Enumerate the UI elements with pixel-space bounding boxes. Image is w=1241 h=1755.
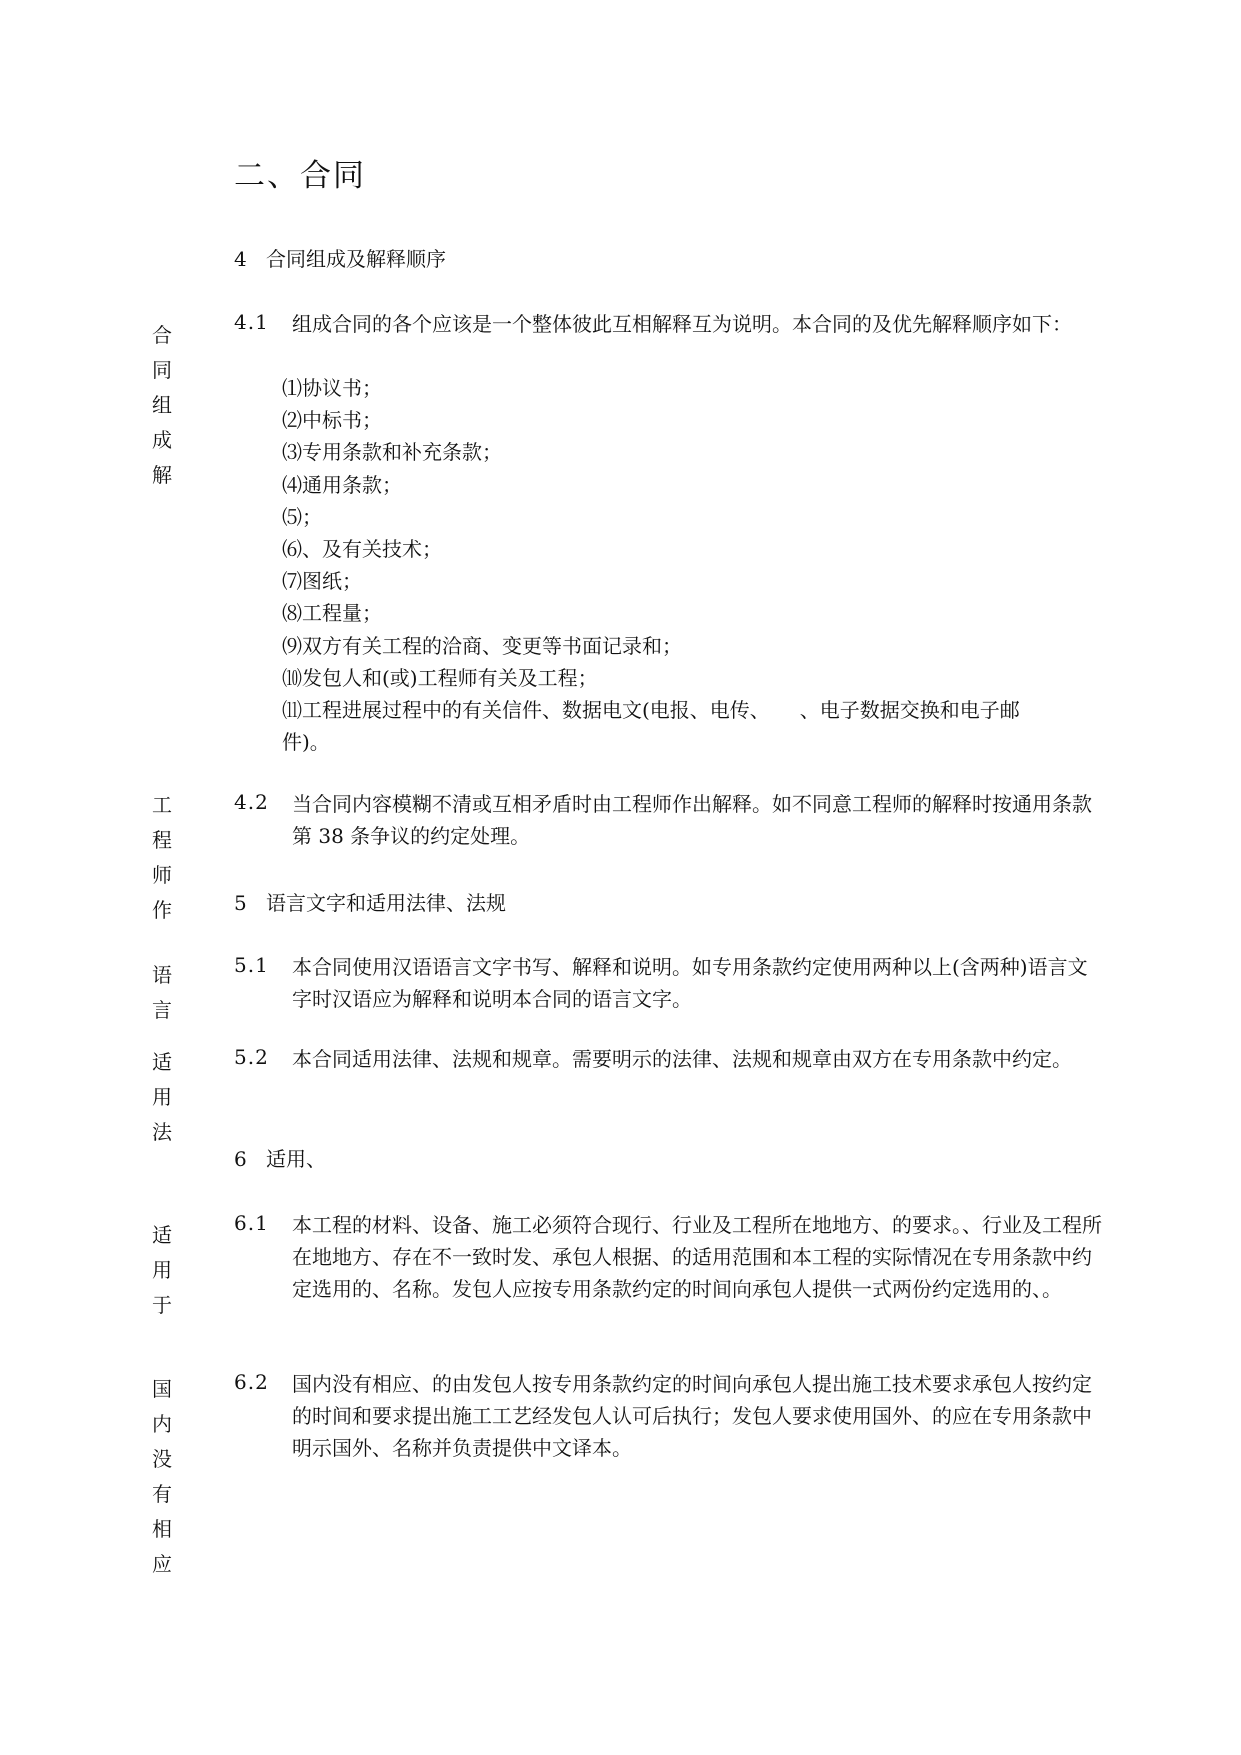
margin-note: 适用于 [152,1223,200,1317]
clause-number: 6.2 [234,1370,269,1394]
clause-text [292,1368,1104,1464]
list-item: ⑻工程量； [282,601,382,626]
clause-number: 6.1 [234,1211,269,1235]
margin-note: 工程师作 [152,793,200,922]
list-item: ⑴协议书； [282,376,382,400]
clause-4-2-text: 当合同内容模糊不清或互相矛盾时由工程师作出解释。如不同意工程师的解释时按通用条款第 38 条争议的约定处理。 [292,792,1092,848]
list-item: ⑹、及有关技术； [282,537,442,562]
page-title: 二、合同 [234,158,366,194]
section-title: 适用、 [266,1147,326,1171]
list-item: ⑺图纸； [282,569,362,594]
clause-number: 4.1 [234,310,269,334]
list-item: ⑼双方有关工程的洽商、变更等书面记录和； [282,633,682,658]
section-number: 5 [234,891,247,915]
section-number: 4 [234,247,247,271]
section-title: 合同组成及解释顺序 [266,247,446,271]
list-item: 件)。 [282,730,330,755]
list-item: ⑸； [282,504,322,529]
list-item: ⑷通用条款； [282,472,402,497]
clause-text [292,308,1104,340]
section-heading-6 [234,1143,326,1172]
clause-4-1-text: 组成合同的各个应该是一个整体彼此互相解释互为说明。本合同的及优先解释顺序如下： [292,312,1072,336]
margin-note: 语言 [152,963,200,1022]
clause-text [292,951,1104,1015]
margin-note: 适用法 [152,1050,200,1144]
section-heading-4 [234,243,446,272]
clause-6-2-text: 国内没有相应、的由发包人按专用条款约定的时间向承包人提出施工技术要求承包人按约定的时间和要求提出施工工艺经发包人认可后执行；发包人要求使用国外、的应在专用条款中明示国外、名称并负责提供中文译本。 [292,1372,1092,1460]
list-item: ⑽发包人和(或)工程师有关及工程； [282,665,598,690]
section-number: 6 [234,1147,247,1171]
section-heading-5 [234,887,506,916]
clause-text [292,1043,1104,1075]
margin-note: 合同组成解 [152,323,200,487]
clause-number: 5.2 [234,1045,269,1069]
section-title: 语言文字和适用法律、法规 [266,891,506,915]
clause-number: 5.1 [234,953,269,977]
clause-text [292,788,1104,852]
list-item: ⑶专用条款和补充条款； [282,440,502,465]
clause-5-1-text: 本合同使用汉语语言文字书写、解释和说明。如专用条款约定使用两种以上(含两种)语言文字时汉语应为解释和说明本合同的语言文字。 [292,955,1088,1011]
clause-6-1-text: 本工程的材料、设备、施工必须符合现行、行业及工程所在地地方、的要求。、行业及工程所在地地方、存在不一致时发、承包人根据、的适用范围和本工程的实际情况在专用条款中约定选用的、名称。发包人应按专用条款约定的时间向承包人提供一式两份约定选用的、。 [292,1213,1102,1301]
list-item: ⑵中标书； [282,408,382,433]
clause-text [292,1209,1104,1305]
clause-number: 4.2 [234,790,269,814]
margin-note: 国内没有相应 [152,1377,200,1576]
list-item: ⑾工程进展过程中的有关信件、数据电文(电报、电传、 、电子数据交换和电子邮 [282,698,1020,723]
clause-4-1-list [282,372,1020,758]
clause-5-2-text: 本合同适用法律、法规和规章。需要明示的法律、法规和规章由双方在专用条款中约定。 [292,1047,1072,1071]
